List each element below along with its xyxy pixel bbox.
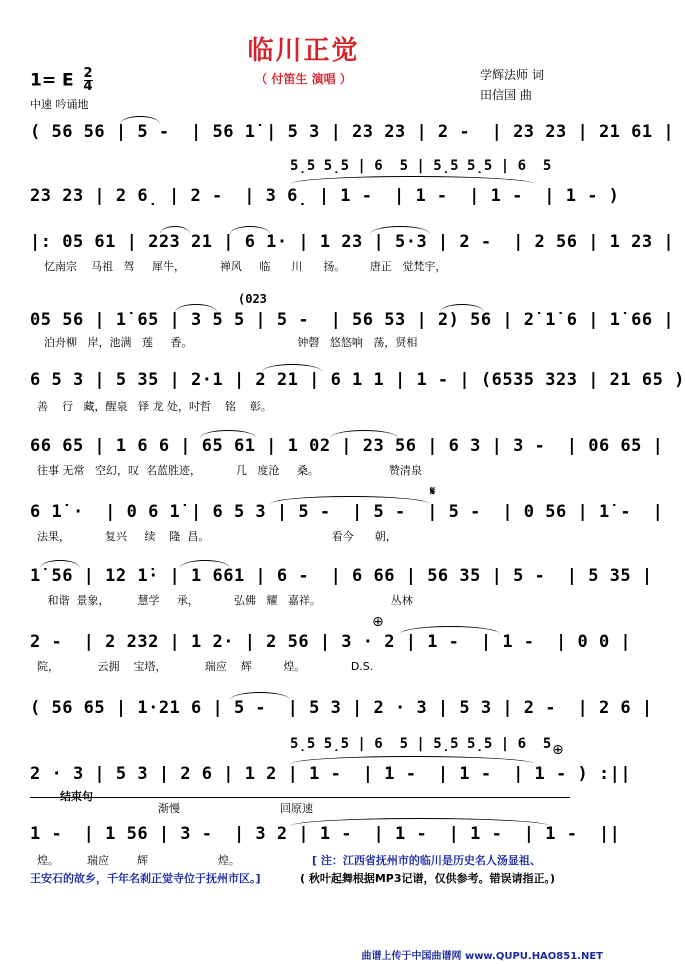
transcriber-note: ( 秋叶起舞根据MP3记谱，仅供参考。错误请指正。) bbox=[300, 872, 556, 885]
lyric-line-4: 泊舟柳 岸，池满 莲 香。 钟磬 悠悠响 荡，贤相 bbox=[30, 336, 418, 349]
slur bbox=[200, 430, 256, 438]
slur bbox=[230, 692, 290, 700]
alt-line-1: 5̣5 5̣5 | 6 5 | 5̣5 5̣5 | 6 5 bbox=[290, 158, 552, 174]
slur bbox=[175, 304, 217, 312]
staff-line-1: ( 56 56 | 5 - | 56 1̇ | 5 3 | 23 23 | 2 - | 23 23 | 21 61 | bbox=[30, 122, 675, 142]
tie bbox=[400, 626, 500, 634]
annotation-line-2: 王安石的故乡，千年名刹正觉寺位于抚州市区。] bbox=[30, 872, 261, 885]
performer: （ 付笛生 演唱 ） bbox=[255, 72, 352, 86]
annotation-line-1: [ 注：江西省抚州市的临川是历史名人汤显祖、 bbox=[312, 854, 541, 867]
staff-line-2: 23 23 | 2 6̣ | 2 - | 3 6̣ | 1 - | 1 - | 1 - | 1 - ) bbox=[30, 186, 620, 206]
slur bbox=[370, 226, 430, 234]
lyric-line-7: 法果， 复兴 续 隆 昌。 看今 朝， bbox=[30, 530, 397, 543]
lyric-line-6: 往事 无常 空幻，叹 名蓝胜迹， 几 度沧 桑。 赞清泉 bbox=[30, 464, 422, 477]
slur bbox=[230, 226, 270, 234]
slur bbox=[440, 304, 484, 312]
staff-line-6: 66 65 | 1 6 6 | 65 61 | 1 02 | 23 56 | 6 3 | 3 - | 06 65 | bbox=[30, 436, 664, 456]
song-title: 临川正觉 bbox=[247, 36, 360, 66]
lyricist: 学辉法师 词 bbox=[480, 68, 544, 82]
ending-bracket-line bbox=[30, 797, 570, 798]
staff-line-7: 6 1̇ · | 0 6 1̇ | 6 5 3 | 5 - | 5 - | 5 - | 0 56 | 1̇ - | bbox=[30, 502, 664, 522]
tempo-marking: 中速 吟诵地 bbox=[30, 98, 89, 111]
staff-line-5: 6 5 3 | 5 35 | 2·1 | 2 21 | 6 1 1 | 1 - | (6535 323 | 21 65 ) bbox=[30, 370, 685, 390]
staff-line-12: 1 - | 1 56 | 3 - | 3 2 | 1 - | 1 - | 1 - | 1 - || bbox=[30, 824, 621, 844]
time-bottom: 4 bbox=[83, 79, 93, 94]
lyric-line-9: 院， 云拥 宝塔， 瑞应 辉 煌。 D.S. bbox=[30, 660, 374, 673]
slur bbox=[262, 364, 322, 372]
lyric-line-5: 善 行 藏，醒泉 铎 龙 处，吋哲 铭 彰。 bbox=[30, 400, 272, 413]
staff-line-4: 05 56 | 1̇ 65 | 3 5 5 | 5 - | 56 53 | 2) 56 | 2̇ 1̇ 6 | 1̇ 66 | bbox=[30, 310, 675, 330]
slur bbox=[40, 560, 80, 568]
key-text: 1= E bbox=[30, 70, 74, 91]
tie-long bbox=[270, 496, 430, 504]
staff-line-3: |: 05 61 | 223 21 | 6 1· | 1 23 | 5·3 | 2 - | 2 56 | 1 23 | bbox=[30, 232, 675, 252]
staff-line-9: 2 - | 2 232 | 1 2· | 2 56 | 3 · 2 | 1 - | 1 - | 0 0 | bbox=[30, 632, 632, 652]
slur bbox=[160, 226, 190, 234]
coda-sign-2: ⊕ bbox=[552, 742, 564, 758]
tie-long bbox=[290, 756, 535, 764]
staff-line-11: 2 · 3 | 5 3 | 2 6 | 1 2 | 1 - | 1 - | 1 - | 1 - ) :|| bbox=[30, 764, 632, 784]
ritardando: 渐慢 bbox=[158, 802, 180, 815]
tie-long bbox=[290, 818, 550, 826]
alt-line-2: 5̣5 5̣5 | 6 5 | 5̣5 5̣5 | 6 5 bbox=[290, 736, 552, 752]
staff-line-8: 1̇ 56 | 1̇2 1̇· | 1 661 | 6 - | 6 66 | 56 35 | 5 - | 5 35 | bbox=[30, 566, 653, 586]
a-tempo: 回原速 bbox=[280, 802, 313, 815]
site-watermark: 曲谱上传于中国曲谱网 www.QUPU.HAO851.NET bbox=[361, 951, 603, 962]
time-top: 2 bbox=[83, 66, 93, 81]
key-signature bbox=[30, 68, 93, 93]
open-time-marker: (023 bbox=[238, 292, 267, 306]
composer: 田信国 曲 bbox=[480, 88, 532, 102]
tie-long bbox=[290, 176, 535, 184]
coda-sign-1: ⊕ bbox=[372, 614, 384, 630]
slur bbox=[180, 560, 230, 568]
slur bbox=[330, 430, 398, 438]
time-signature bbox=[84, 68, 93, 93]
lyric-line-12: 煌。 瑞应 辉 煌。 bbox=[30, 854, 240, 867]
staff-line-10: ( 56 65 | 1·21 6 | 5 - | 5 3 | 2 · 3 | 5 3 | 2 - | 2 6 | bbox=[30, 698, 653, 718]
lyric-line-3: 忆南宗 马祖 驾 犀牛， 禅风 临 川 扬。 唐正 觉梵宇， bbox=[30, 260, 447, 273]
slur bbox=[120, 116, 160, 124]
ending-label: 结束句 bbox=[60, 790, 93, 803]
segno-sign: 𝄋 bbox=[430, 484, 436, 498]
lyric-line-8: 和谐 景象， 慧学 承， 弘佛 耀 嘉祥。 丛林 bbox=[30, 594, 413, 607]
